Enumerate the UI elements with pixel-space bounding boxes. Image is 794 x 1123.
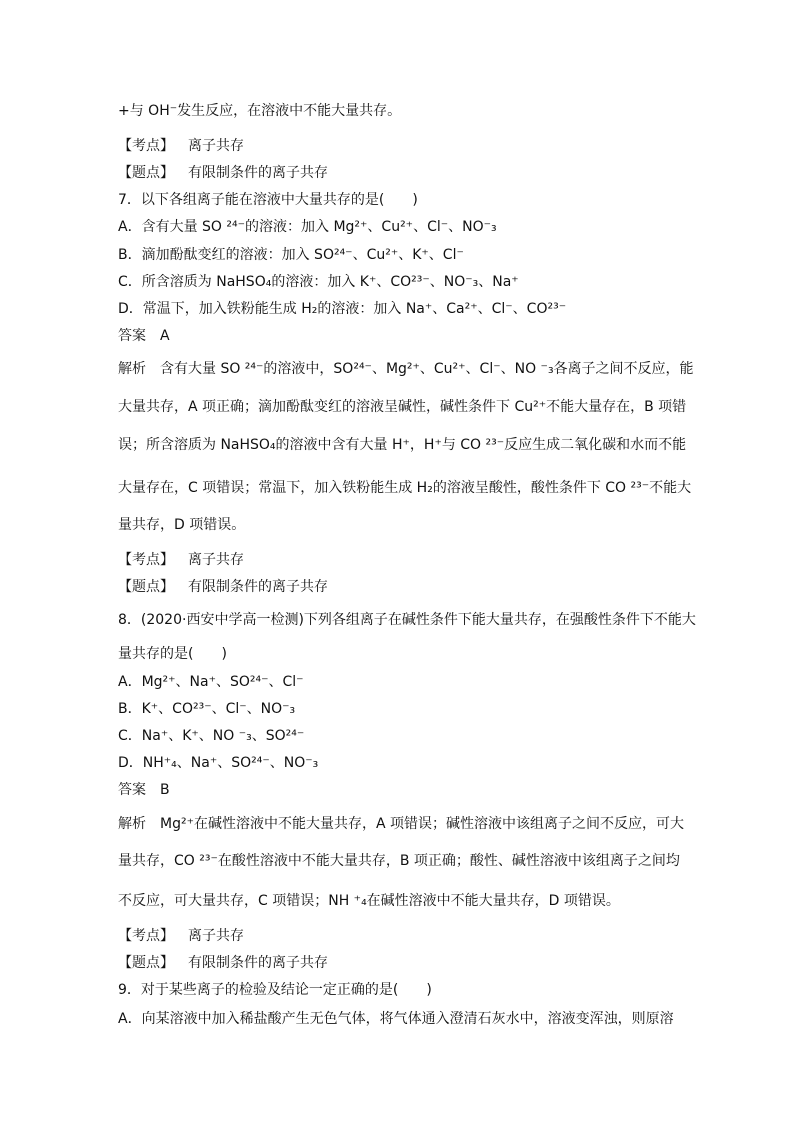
kaodian-line: 【考点】 离子共存 [118, 928, 244, 944]
analysis-line: 量共存，D 项错误。 [118, 517, 246, 533]
option-a: A．Mg²⁺、Na⁺、SO²⁴⁻、Cl⁻ [118, 674, 304, 690]
analysis-line: 误；所含溶质为 NaHSO₄的溶液中含有大量 H⁺，H⁺与 CO ²³⁻反应生成二氧化碳和水而不能 [118, 437, 687, 453]
question-8: 8．(2020·西安中学高一检测)下列各组离子在碱性条件下能大量共存，在强酸性条件下不能大 [118, 612, 696, 628]
question-7: 7．以下各组离子能在溶液中大量共存的是( ) [118, 192, 418, 208]
tag-label: 【考点】 [118, 928, 174, 944]
tidian-line: 【题点】 有限制条件的离子共存 [118, 579, 328, 595]
analysis-line: 量共存，CO ²³⁻在酸性溶液中不能大量共存，B 项正确；酸性、碱性溶液中该组离子之间均 [118, 853, 680, 869]
analysis-line: 大量存在，C 项错误；常温下，加入铁粉能生成 H₂的溶液呈酸性，酸性条件下 CO ²³⁻不能大 [118, 480, 692, 496]
question-8-cont: 量共存的是( ) [118, 646, 227, 662]
tag-label: 【题点】 [118, 955, 174, 971]
option-b: B．K⁺、CO²³⁻、Cl⁻、NO⁻₃ [118, 701, 296, 717]
answer-label: 答案 [118, 328, 146, 344]
option-b: B．滴加酚酞变红的溶液：加入 SO²⁴⁻、Cu²⁺、K⁺、Cl⁻ [118, 247, 464, 263]
answer-label: 答案 [118, 782, 146, 798]
option-a: A．含有大量 SO ²⁴⁻的溶液：加入 Mg²⁺、Cu²⁺、Cl⁻、NO⁻₃ [118, 219, 497, 235]
tag-label: 【题点】 [118, 165, 174, 181]
option-d: D．常温下，加入铁粉能生成 H₂的溶液：加入 Na⁺、Ca²⁺、Cl⁻、CO²³⁻ [118, 301, 567, 317]
option-c: C．所含溶质为 NaHSO₄的溶液：加入 K⁺、CO²³⁻、NO⁻₃、Na⁺ [118, 274, 519, 290]
analysis-line: 解析 含有大量 SO ²⁴⁻的溶液中，SO²⁴⁻、Mg²⁺、Cu²⁺、Cl⁻、NO ⁻₃各离子之间不反应，能 [118, 361, 694, 377]
tidian-line: 【题点】 有限制条件的离子共存 [118, 955, 328, 971]
tag-label: 【考点】 [118, 138, 174, 154]
analysis-line: 解析 Mg²⁺在碱性溶液中不能大量共存，A 项错误；碱性溶液中该组离子之间不反应，可大 [118, 816, 684, 832]
answer-line: 答案 A [118, 328, 170, 344]
kaodian-line: 【考点】 离子共存 [118, 138, 244, 154]
answer-line: 答案 B [118, 782, 170, 798]
analysis-line: 不反应，可大量共存，C 项错误；NH ⁺₄在碱性溶液中不能大量共存，D 项错误。 [118, 893, 620, 909]
tidian-line: 【题点】 有限制条件的离子共存 [118, 165, 328, 181]
text-line: +与 OH⁻发生反应，在溶液中不能大量共存。 [118, 103, 402, 119]
kaodian-line: 【考点】 离子共存 [118, 552, 244, 568]
tag-label: 【题点】 [118, 579, 174, 595]
option-a: A．向某溶液中加入稀盐酸产生无色气体，将气体通入澄清石灰水中，溶液变浑浊，则原溶 [118, 1011, 674, 1027]
question-9: 9．对于某些离子的检验及结论一定正确的是( ) [118, 982, 432, 998]
option-d: D．NH⁺₄、Na⁺、SO²⁴⁻、NO⁻₃ [118, 755, 319, 771]
option-c: C．Na⁺、K⁺、NO ⁻₃、SO²⁴⁻ [118, 728, 305, 744]
analysis-line: 大量共存，A 项正确；滴加酚酞变红的溶液呈碱性，碱性条件下 Cu²⁺不能大量存在，B 项错 [118, 399, 687, 415]
tag-label: 【考点】 [118, 552, 174, 568]
